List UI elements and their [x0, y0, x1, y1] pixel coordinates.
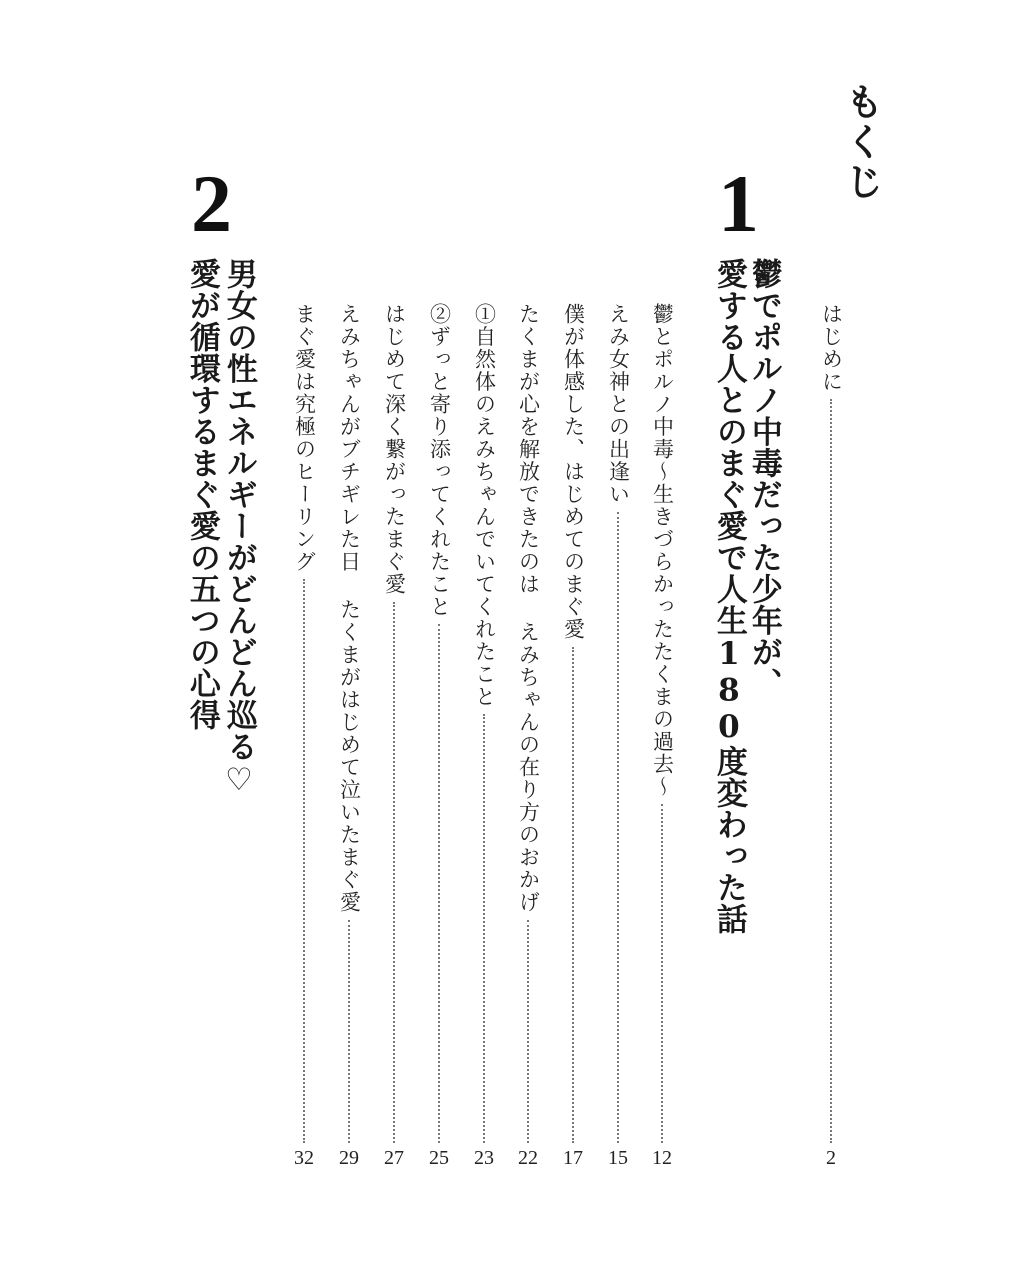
toc-entry-title: はじめに [819, 303, 844, 393]
toc-entry[interactable] [647, 303, 677, 1143]
dot-leader [483, 714, 485, 1143]
dot-leader [348, 920, 350, 1144]
toc-entry[interactable] [379, 303, 409, 1143]
toc-page-number: 29 [339, 1147, 359, 1169]
toc-entry-title: えみちゃんがブチギレた日 たくまがはじめて泣いたまぐ愛 [337, 303, 362, 914]
chapter-number: 2 [191, 158, 232, 249]
dot-leader [572, 647, 574, 1144]
chapter-title-line: 鬱でポルノ中毒だった少年が、 [745, 258, 782, 699]
dot-leader [661, 804, 663, 1143]
toc-entry[interactable] [603, 303, 633, 1143]
toc-page-number: 12 [652, 1147, 672, 1169]
toc-entry[interactable] [424, 303, 454, 1143]
dot-leader [438, 624, 440, 1143]
toc-entry[interactable] [558, 303, 588, 1143]
toc-entry-title: えみ女神との出逢い [606, 303, 631, 506]
toc-entry-title: まぐ愛は究極のヒーリング [292, 303, 317, 573]
toc-entry[interactable] [513, 303, 543, 1143]
dot-leader [393, 602, 395, 1144]
toc-entry[interactable] [334, 303, 364, 1143]
toc-page-number: 32 [294, 1147, 314, 1169]
dot-leader [303, 579, 305, 1143]
toc-entry-title: ①自然体のえみちゃんでいてくれたこと [472, 303, 497, 708]
toc-page-number: 15 [608, 1147, 628, 1169]
toc-entry-title: たくまが心を解放できたのは えみちゃんの在り方のおかげ [516, 303, 541, 914]
dot-leader [527, 920, 529, 1144]
toc-page-number: 23 [474, 1147, 494, 1169]
toc-entry-title: 鬱とポルノ中毒〜生きづらかったたくまの過去〜 [650, 303, 675, 798]
toc-page-number: 17 [563, 1147, 583, 1169]
toc-page-number: 25 [429, 1147, 449, 1169]
toc-entry-title: 僕が体感した、はじめてのまぐ愛 [561, 303, 586, 641]
dot-leader [617, 512, 619, 1144]
toc-page-number: 22 [518, 1147, 538, 1169]
chapter-title-line: 愛する人とのまぐ愛で人生180度変わった話 [710, 258, 747, 935]
page-title: もくじ [839, 82, 884, 202]
chapter-title-line: 男女の性エネルギーがどんどん巡る♡ [220, 258, 257, 799]
toc-entry[interactable] [469, 303, 499, 1143]
toc-page-number: 2 [826, 1147, 836, 1169]
chapter-number: 1 [718, 158, 759, 249]
toc-entry-title: ②ずっと寄り添ってくれたこと [427, 303, 452, 618]
toc-entry[interactable] [289, 303, 319, 1143]
dot-leader [830, 399, 832, 1143]
chapter-title-line: 愛が循環するまぐ愛の五つの心得 [183, 258, 220, 731]
toc-entry-intro[interactable] [816, 303, 846, 1143]
toc-entry-title: はじめて深く繋がったまぐ愛 [382, 303, 407, 596]
toc-page-number: 27 [384, 1147, 404, 1169]
